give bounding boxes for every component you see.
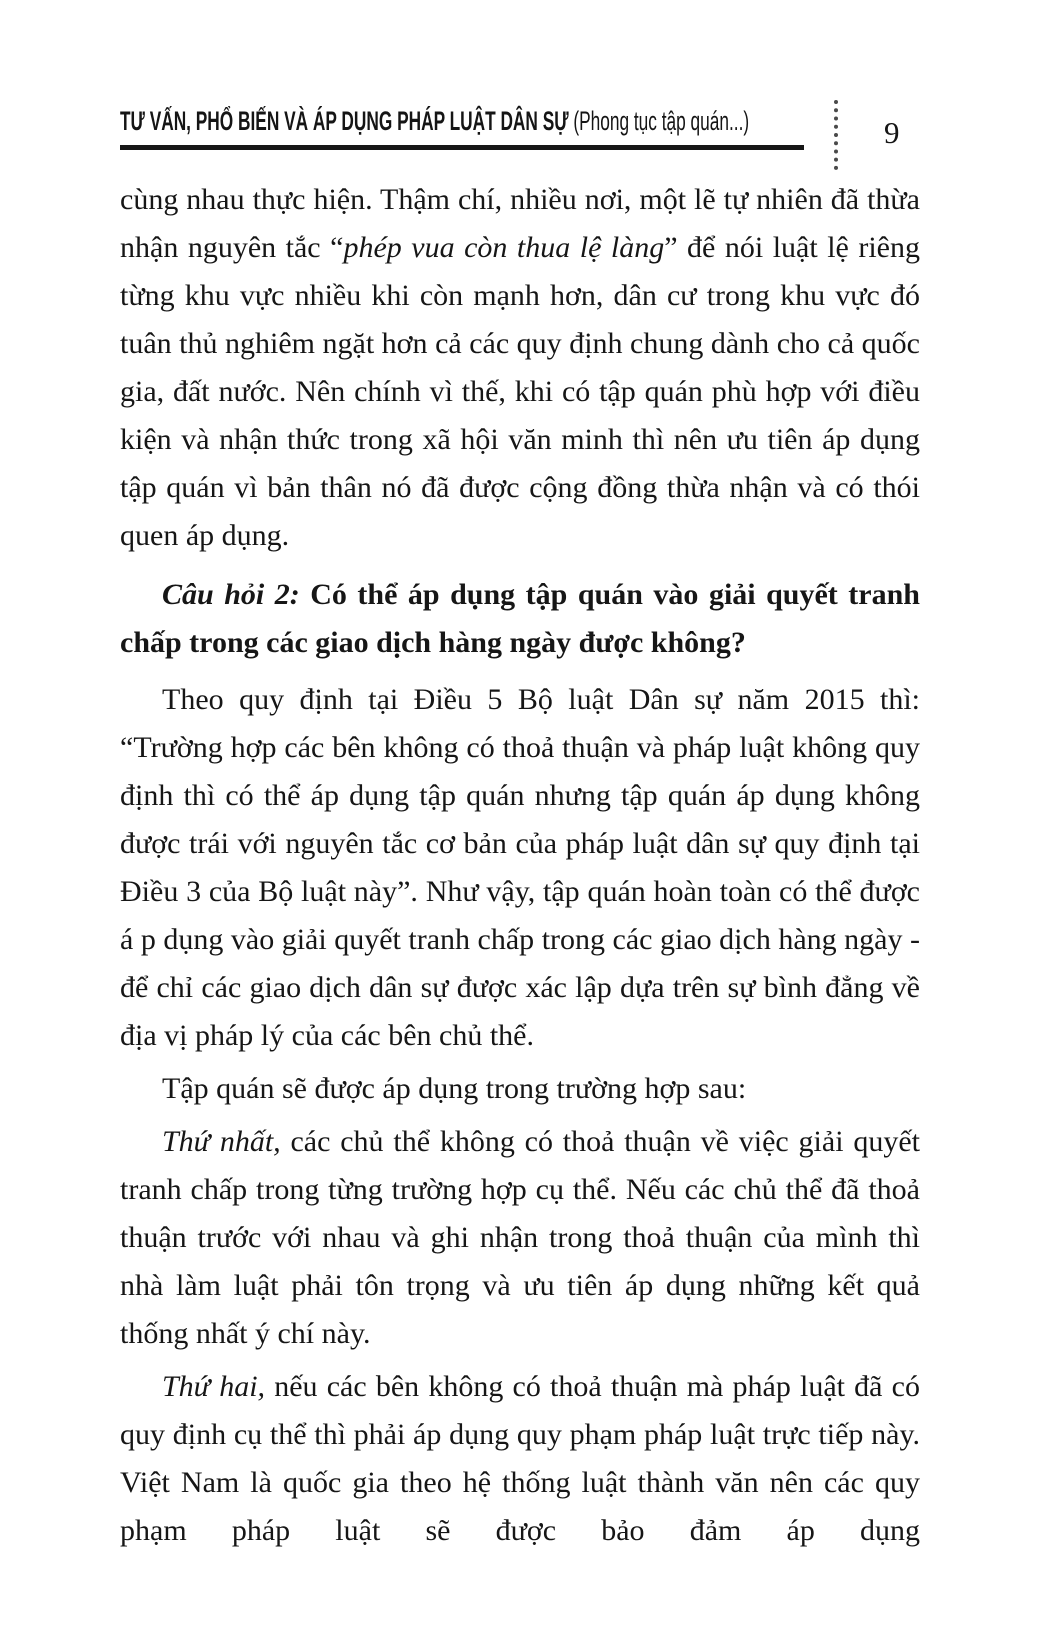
question-number-label: Câu hỏi 2: xyxy=(162,578,300,611)
question-heading xyxy=(120,571,920,667)
running-header xyxy=(120,100,922,150)
page-body xyxy=(120,176,920,1560)
paragraph1-post: ” để nói luật lệ riêng từng khu vực nhiều khi còn mạnh hơn, dân cư trong khu vực đó tuân thủ nghiêm ngặt hơn cả các quy định chung dành cho cả quốc gia, đất nước. Nên chính vì thế, khi có tập quán phù hợp với điều kiện và nhận thức trong xã hội văn minh thì nên ưu tiên áp dụng tập quán vì bản thân nó đã được cộng đồng thừa nhận và có thói quen áp dụng. xyxy=(120,231,920,552)
paragraph-continuation xyxy=(120,176,920,560)
paragraph-cases-intro xyxy=(120,1065,920,1113)
paragraph-law-quote xyxy=(120,676,920,1060)
question-text: Có thể áp dụng tập quán vào giải quyết tranh chấp trong các giao dịch hàng ngày được không? xyxy=(120,578,920,659)
paragraph-first-case xyxy=(120,1118,920,1358)
paragraph1-italic-proverb: phép vua còn thua lệ làng xyxy=(343,231,665,264)
paragraph4-text: các chủ thể không có thoả thuận về việc giải quyết tranh chấp trong từng trường hợp cụ thể. Nếu các chủ thể đã thoả thuận trước với nhau và ghi nhận trong thoả thuận của mình thì nhà làm luật phải tôn trọng và ưu tiên áp dụng những kết quả thống nhất ý chí này. xyxy=(120,1125,920,1350)
paragraph4-lead-italic: Thứ nhất, xyxy=(162,1125,281,1158)
page-number: 9 xyxy=(884,115,900,150)
paragraph-second-case xyxy=(120,1363,920,1555)
running-header-title xyxy=(120,107,749,138)
paragraph1-pre: cùng nhau thực hiện. Thậm chí, nhiều nơi, một lẽ tự nhiên đã thừa nhận nguyên tắc “ xyxy=(120,183,920,264)
running-header-title-suffix: (Phong tục tập quán...) xyxy=(568,106,750,137)
header-divider-ornament-icon xyxy=(834,100,838,170)
paragraph5-lead-italic: Thứ hai, xyxy=(162,1370,266,1403)
running-header-title-main: TƯ VẤN, PHỔ BIẾN VÀ ÁP DỤNG PHÁP LUẬT DÂN SỰ xyxy=(120,106,569,137)
running-header-title-block xyxy=(120,106,804,150)
paragraph5-text: nếu các bên không có thoả thuận mà pháp luật đã có quy định cụ thể thì phải áp dụng quy phạm pháp luật trực tiếp này. Việt Nam là quốc gia theo hệ thống luật thành văn nên các quy phạm pháp luật sẽ được bảo đảm áp dụng xyxy=(120,1370,920,1547)
paragraph2-text: Theo quy định tại Điều 5 Bộ luật Dân sự năm 2015 thì: “Trường hợp các bên không có thoả thuận và pháp luật không quy định thì có thể áp dụng tập quán nhưng tập quán áp dụng không được trái với nguyên tắc cơ bản của pháp luật dân sự quy định tại Điều 3 của Bộ luật này”. Như vậy, tập quán hoàn toàn có thể được á p dụng vào giải quyết tranh chấp trong các giao dịch hàng ngày - để chỉ các giao dịch dân sự được xác lập dựa trên sự bình đẳng về địa vị pháp lý của các bên chủ thể. xyxy=(120,683,920,1052)
paragraph3-text: Tập quán sẽ được áp dụng trong trường hợp sau: xyxy=(162,1072,747,1105)
